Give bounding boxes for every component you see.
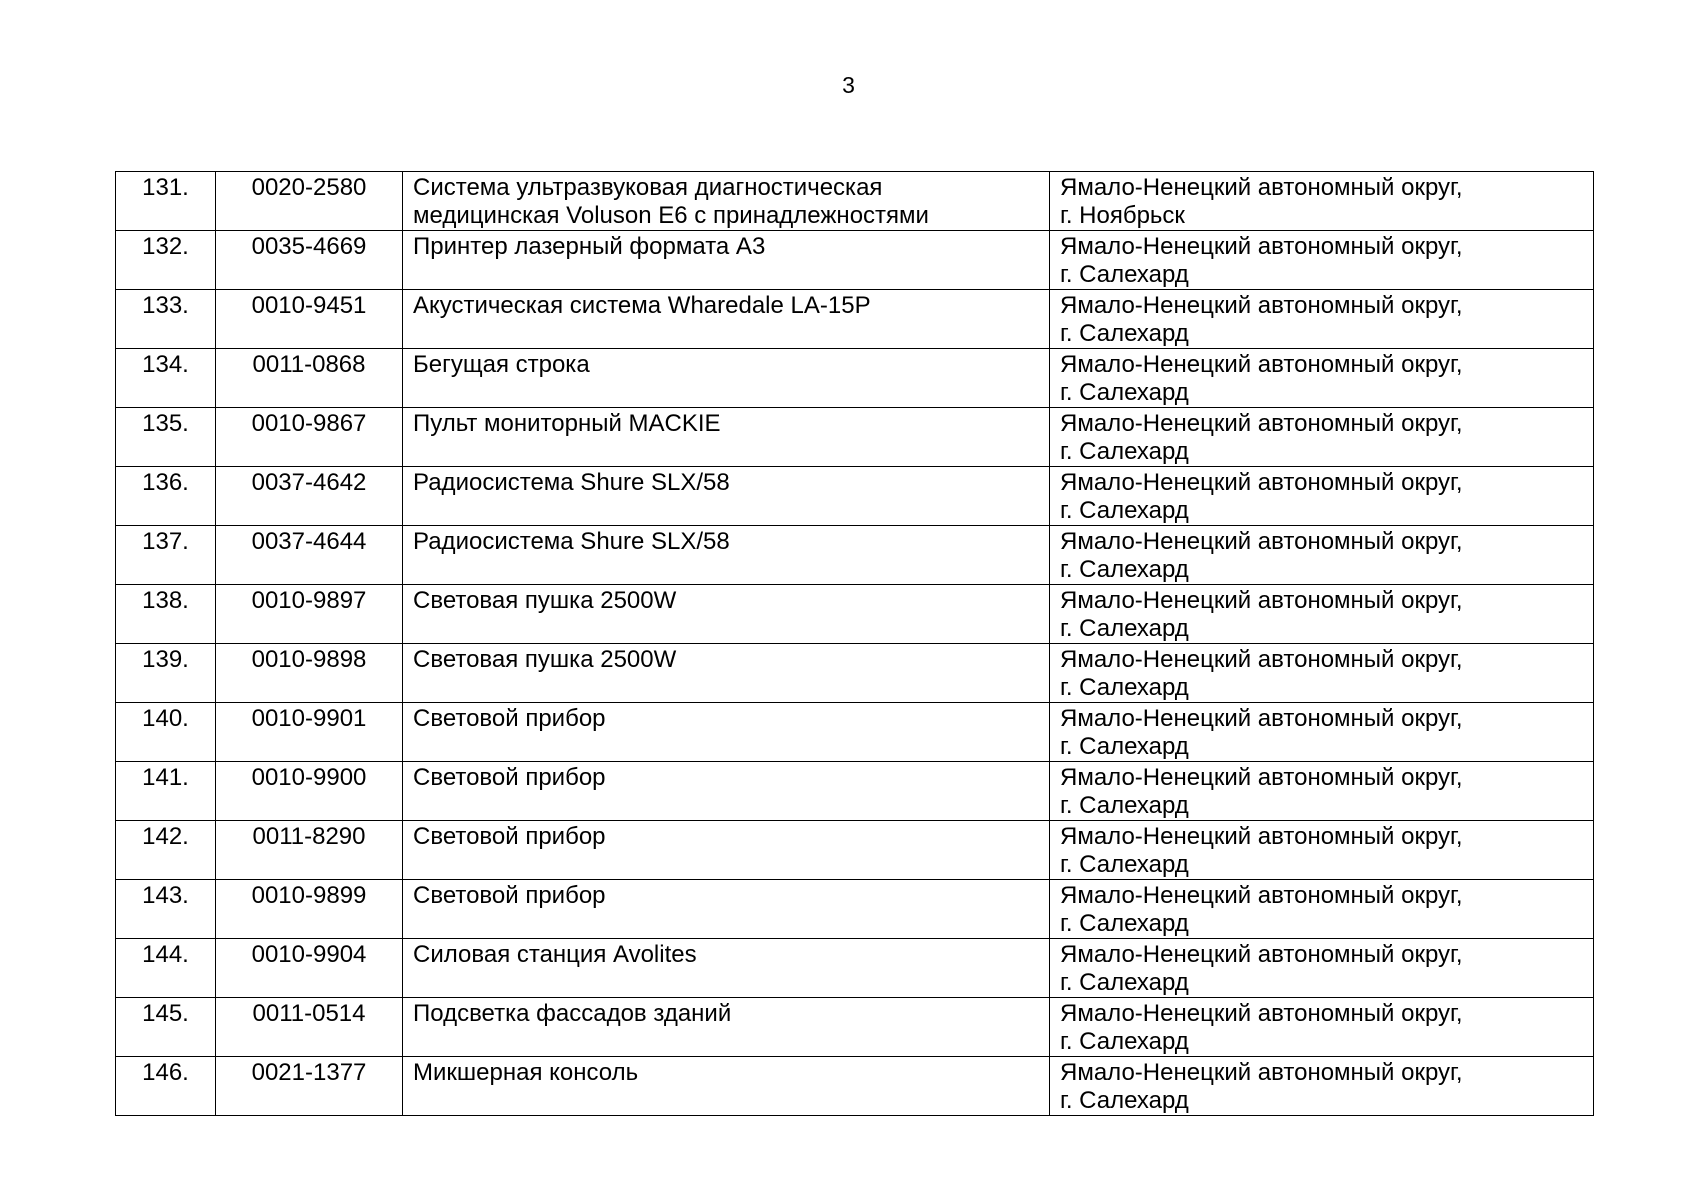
item-location-line: г. Салехард: [1060, 1087, 1189, 1114]
item-location-line: г. Салехард: [1060, 969, 1189, 996]
inventory-code: 0021-1377: [216, 1057, 403, 1116]
table-row: [116, 939, 1594, 998]
row-number: 139.: [116, 644, 216, 703]
row-number: 142.: [116, 821, 216, 880]
item-location-line: Ямало-Ненецкий автономный округ,: [1060, 646, 1463, 673]
item-location-line: г. Салехард: [1060, 438, 1189, 465]
table-row: [116, 644, 1594, 703]
item-location-line: Ямало-Ненецкий автономный округ,: [1060, 587, 1463, 614]
item-name: [403, 349, 1050, 408]
item-name-line: Подсветка фассадов зданий: [413, 1000, 732, 1027]
item-name: [403, 172, 1050, 231]
row-number: 136.: [116, 467, 216, 526]
item-name: [403, 703, 1050, 762]
item-location-line: г. Салехард: [1060, 792, 1189, 819]
item-location-line: г. Салехард: [1060, 497, 1189, 524]
item-name: [403, 467, 1050, 526]
item-name-line: медицинская Voluson E6 с принадлежностями: [413, 202, 929, 229]
table-row: [116, 585, 1594, 644]
table-row: [116, 526, 1594, 585]
item-name-line: Радиосистема Shure SLX/58: [413, 469, 730, 496]
table-row: [116, 880, 1594, 939]
item-name: [403, 231, 1050, 290]
inventory-code: 0037-4642: [216, 467, 403, 526]
item-name: [403, 585, 1050, 644]
item-location: [1050, 644, 1594, 703]
item-name-line: Пульт мониторный MACKIE: [413, 410, 721, 437]
item-location-line: Ямало-Ненецкий автономный округ,: [1060, 469, 1463, 496]
item-location-line: г. Салехард: [1060, 556, 1189, 583]
item-location: [1050, 172, 1594, 231]
row-number: 134.: [116, 349, 216, 408]
row-number: 146.: [116, 1057, 216, 1116]
item-location-line: г. Салехард: [1060, 1028, 1189, 1055]
item-name-line: Бегущая строка: [413, 351, 590, 378]
item-name: [403, 821, 1050, 880]
item-name: [403, 644, 1050, 703]
item-name-line: Силовая станция Avolites: [413, 941, 697, 968]
item-location: [1050, 1057, 1594, 1116]
item-location-line: Ямало-Ненецкий автономный округ,: [1060, 233, 1463, 260]
item-name-line: Световой прибор: [413, 882, 606, 909]
item-location-line: г. Салехард: [1060, 851, 1189, 878]
item-location-line: г. Салехард: [1060, 379, 1189, 406]
item-location: [1050, 998, 1594, 1057]
item-name: [403, 998, 1050, 1057]
item-location: [1050, 408, 1594, 467]
table-row: [116, 467, 1594, 526]
row-number: 141.: [116, 762, 216, 821]
item-name: [403, 1057, 1050, 1116]
item-location-line: г. Ноябрьск: [1060, 202, 1185, 229]
inventory-code: 0010-9897: [216, 585, 403, 644]
item-location-line: Ямало-Ненецкий автономный округ,: [1060, 292, 1463, 319]
item-name-line: Световая пушка 2500W: [413, 646, 677, 673]
item-name-line: Система ультразвуковая диагностическая: [413, 174, 883, 201]
item-location: [1050, 821, 1594, 880]
item-name: [403, 290, 1050, 349]
row-number: 135.: [116, 408, 216, 467]
item-name-line: Световая пушка 2500W: [413, 587, 677, 614]
item-location: [1050, 231, 1594, 290]
item-name: [403, 880, 1050, 939]
inventory-code: 0010-9904: [216, 939, 403, 998]
row-number: 131.: [116, 172, 216, 231]
item-location-line: Ямало-Ненецкий автономный округ,: [1060, 882, 1463, 909]
inventory-code: 0010-9901: [216, 703, 403, 762]
item-location: [1050, 703, 1594, 762]
item-name: [403, 526, 1050, 585]
item-name-line: Микшерная консоль: [413, 1059, 639, 1086]
item-name-line: Световой прибор: [413, 823, 606, 850]
row-number: 144.: [116, 939, 216, 998]
item-name: [403, 408, 1050, 467]
inventory-code: 0011-8290: [216, 821, 403, 880]
inventory-code: 0010-9899: [216, 880, 403, 939]
item-location-line: Ямало-Ненецкий автономный округ,: [1060, 823, 1463, 850]
inventory-code: 0010-9900: [216, 762, 403, 821]
item-location-line: г. Салехард: [1060, 910, 1189, 937]
table-row: [116, 998, 1594, 1057]
item-name-line: Акустическая система Wharedale LA-15P: [413, 292, 871, 319]
item-location-line: г. Салехард: [1060, 733, 1189, 760]
table-row: [116, 408, 1594, 467]
item-location-line: Ямало-Ненецкий автономный округ,: [1060, 174, 1463, 201]
table-row: [116, 703, 1594, 762]
item-location: [1050, 585, 1594, 644]
item-name: [403, 939, 1050, 998]
inventory-code: 0010-9451: [216, 290, 403, 349]
item-name-line: Радиосистема Shure SLX/58: [413, 528, 730, 555]
item-location-line: Ямало-Ненецкий автономный округ,: [1060, 764, 1463, 791]
item-location-line: г. Салехард: [1060, 674, 1189, 701]
row-number: 138.: [116, 585, 216, 644]
inventory-code: 0011-0868: [216, 349, 403, 408]
table-row: [116, 231, 1594, 290]
inventory-code: 0020-2580: [216, 172, 403, 231]
item-location: [1050, 526, 1594, 585]
item-location-line: г. Салехард: [1060, 615, 1189, 642]
inventory-code: 0011-0514: [216, 998, 403, 1057]
item-name-line: Принтер лазерный формата А3: [413, 233, 766, 260]
row-number: 145.: [116, 998, 216, 1057]
item-location: [1050, 939, 1594, 998]
row-number: 132.: [116, 231, 216, 290]
item-location-line: Ямало-Ненецкий автономный округ,: [1060, 528, 1463, 555]
item-location-line: Ямало-Ненецкий автономный округ,: [1060, 1059, 1463, 1086]
table-row: [116, 172, 1594, 231]
row-number: 133.: [116, 290, 216, 349]
inventory-code: 0010-9867: [216, 408, 403, 467]
table-row: [116, 349, 1594, 408]
item-location-line: Ямало-Ненецкий автономный округ,: [1060, 705, 1463, 732]
table-row: [116, 762, 1594, 821]
item-name: [403, 762, 1050, 821]
item-location: [1050, 290, 1594, 349]
equipment-table: [115, 171, 1594, 1116]
item-location: [1050, 349, 1594, 408]
table-row: [116, 821, 1594, 880]
item-location-line: г. Салехард: [1060, 320, 1189, 347]
item-location: [1050, 467, 1594, 526]
item-location-line: Ямало-Ненецкий автономный округ,: [1060, 1000, 1463, 1027]
item-location-line: Ямало-Ненецкий автономный округ,: [1060, 351, 1463, 378]
inventory-code: 0037-4644: [216, 526, 403, 585]
item-location-line: г. Салехард: [1060, 261, 1189, 288]
item-location: [1050, 762, 1594, 821]
item-location-line: Ямало-Ненецкий автономный округ,: [1060, 941, 1463, 968]
page-number: 3: [842, 72, 855, 98]
item-name-line: Световой прибор: [413, 764, 606, 791]
inventory-code: 0010-9898: [216, 644, 403, 703]
table-body: [116, 172, 1594, 1116]
item-location: [1050, 880, 1594, 939]
row-number: 143.: [116, 880, 216, 939]
table-row: [116, 290, 1594, 349]
item-name-line: Световой прибор: [413, 705, 606, 732]
table-row: [116, 1057, 1594, 1116]
row-number: 140.: [116, 703, 216, 762]
inventory-code: 0035-4669: [216, 231, 403, 290]
item-location-line: Ямало-Ненецкий автономный округ,: [1060, 410, 1463, 437]
row-number: 137.: [116, 526, 216, 585]
